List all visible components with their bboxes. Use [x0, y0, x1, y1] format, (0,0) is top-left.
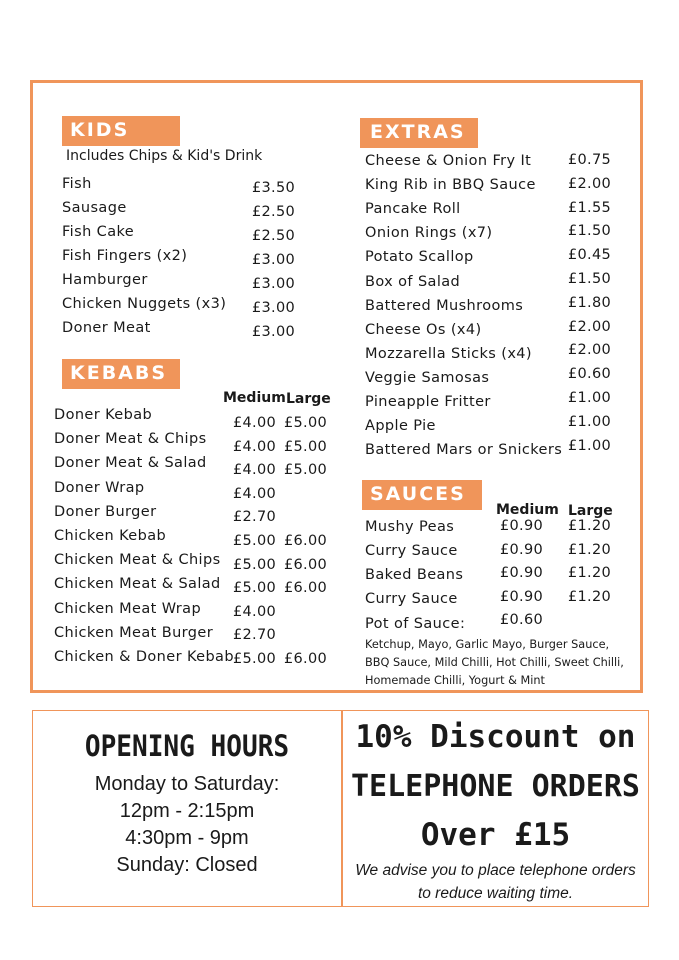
discount-line-2: TELEPHONE ORDERS	[351, 769, 640, 804]
pot-options-line-1: Ketchup, Mayo, Garlic Mayo, Burger Sauce,	[365, 638, 610, 651]
kebab-item-large-price: £6.00	[284, 533, 328, 549]
extras-title: EXTRAS	[370, 121, 466, 143]
kebabs-banner	[62, 359, 180, 389]
opening-hours-title: OPENING HOURS	[84, 729, 290, 763]
kebab-item-name: Chicken Meat Wrap	[54, 600, 202, 617]
extras-item-price: £2.00	[568, 175, 612, 192]
sauce-item-large-price: £1.20	[568, 541, 612, 558]
extras-item-name: Apple Pie	[365, 418, 436, 435]
kebab-item-medium-price: £4.00	[233, 485, 277, 502]
extras-item-name: Mozzarella Sticks (x4)	[365, 345, 532, 362]
extras-item-price: £1.80	[568, 294, 612, 311]
extras-banner	[360, 118, 478, 148]
extras-item-name: King Rib in BBQ Sauce	[365, 177, 536, 194]
kids-item-name: Chicken Nuggets (x3)	[62, 296, 227, 312]
kids-item-price: £3.00	[252, 252, 296, 268]
extras-item-price: £0.45	[568, 247, 612, 264]
kids-item-name: Hamburger	[62, 272, 148, 288]
sauce-item-medium-price: £0.90	[500, 518, 544, 534]
extras-item-price: £1.00	[568, 413, 612, 430]
hours-line-1: Monday to Saturday:	[94, 773, 280, 795]
kebab-item-medium-price: £4.00	[233, 462, 277, 479]
kebab-item-medium-price: £5.00	[233, 533, 277, 549]
kids-item-price: £2.50	[252, 204, 296, 220]
kebab-item-name: Chicken Kebab	[54, 528, 167, 544]
kebab-item-medium-price: £4.00	[233, 603, 277, 620]
kebab-item-name: Chicken Meat Burger	[54, 624, 214, 641]
sauce-item-name: Curry Sauce	[365, 543, 458, 559]
sauce-item-name: Curry Sauce	[365, 591, 458, 607]
advise-line-1: We advise you to place telephone orders	[355, 862, 636, 879]
sauce-item-medium-price: £0.90	[500, 541, 544, 558]
kebabs-medium-header: Medium	[223, 390, 286, 406]
kids-banner	[62, 116, 180, 146]
sauce-item-name: Mushy Peas	[365, 519, 455, 535]
extras-item-price: £2.00	[568, 342, 612, 359]
kebab-item-name: Chicken Meat & Chips	[54, 552, 221, 569]
sauce-item-name: Baked Beans	[365, 567, 464, 583]
pot-options-line-2: BBQ Sauce, Mild Chilli, Hot Chilli, Sweet Chilli,	[365, 656, 624, 669]
kebab-item-large-price: £5.00	[284, 438, 328, 455]
extras-item-name: Pancake Roll	[365, 201, 461, 218]
kebab-item-name: Doner Wrap	[54, 479, 145, 496]
kebab-item-name: Chicken Meat & Salad	[54, 576, 221, 593]
extras-item-price: £1.00	[568, 437, 612, 454]
kebab-item-large-price: £5.00	[284, 462, 328, 479]
sauce-item-large-price: £1.20	[568, 518, 612, 534]
extras-item-name: Onion Rings (x7)	[365, 225, 493, 242]
kids-item-price: £3.00	[252, 300, 296, 316]
extras-item-price: £1.55	[568, 199, 612, 216]
kebab-item-medium-price: £2.70	[233, 509, 277, 526]
kebabs-large-header: Large	[286, 391, 331, 407]
kebabs-title: KEBABS	[70, 362, 168, 384]
extras-item-price: £1.00	[568, 390, 612, 406]
pot-of-sauce-price: £0.60	[500, 612, 544, 628]
sauce-item-medium-price: £0.90	[500, 588, 544, 605]
sauces-banner	[362, 480, 482, 510]
kids-subtitle: Includes Chips & Kid's Drink	[66, 148, 263, 164]
kids-item-price: £3.00	[252, 324, 296, 340]
kebab-item-medium-price: £5.00	[233, 580, 277, 597]
sauce-item-large-price: £1.20	[568, 565, 612, 581]
kebab-item-medium-price: £4.00	[233, 438, 277, 455]
extras-item-name: Cheese Os (x4)	[365, 321, 482, 338]
pot-of-sauce-label: Pot of Sauce:	[365, 616, 466, 632]
extras-item-price: £1.50	[568, 271, 612, 287]
extras-item-name: Cheese & Onion Fry It	[365, 153, 532, 169]
kids-item-name: Fish	[62, 176, 92, 192]
hours-line-2: 12pm - 2:15pm	[119, 800, 255, 822]
kids-item-name: Fish Fingers (x2)	[62, 248, 188, 264]
extras-item-name: Box of Salad	[365, 273, 461, 290]
kebab-item-medium-price: £5.00	[233, 556, 277, 573]
kids-item-price: £2.50	[252, 228, 296, 244]
kebab-item-medium-price: £4.00	[233, 415, 277, 431]
discount-line-1: 10% Discount on	[355, 719, 636, 755]
kebab-item-name: Chicken & Doner Kebab	[54, 649, 234, 665]
extras-item-name: Veggie Samosas	[365, 369, 490, 386]
kebab-item-medium-price: £5.00	[233, 651, 277, 667]
kids-item-name: Sausage	[62, 200, 127, 216]
extras-item-price: £0.75	[568, 152, 612, 168]
kebab-item-medium-price: £2.70	[233, 627, 277, 644]
discount-line-3: Over £15	[420, 817, 571, 853]
kids-item-name: Fish Cake	[62, 224, 135, 240]
extras-item-name: Battered Mars or Snickers	[365, 442, 563, 459]
kebab-item-name: Doner Burger	[54, 503, 157, 520]
extras-item-name: Battered Mushrooms	[365, 297, 524, 314]
extras-item-price: £2.00	[568, 318, 612, 335]
kids-item-price: £3.50	[252, 180, 296, 196]
discount-box	[342, 710, 649, 907]
hours-line-3: 4:30pm - 9pm	[125, 827, 249, 849]
extras-item-name: Potato Scallop	[365, 249, 474, 266]
kebab-item-large-price: £5.00	[284, 415, 328, 431]
extras-item-name: Pineapple Fritter	[365, 394, 491, 410]
sauce-item-medium-price: £0.90	[500, 565, 544, 581]
advise-line-2: to reduce waiting time.	[417, 885, 574, 902]
pot-options-line-3: Homemade Chilli, Yogurt & Mint	[365, 674, 545, 687]
kids-title: KIDS	[70, 119, 130, 141]
kebab-item-large-price: £6.00	[284, 580, 328, 597]
kebab-item-name: Doner Meat & Chips	[54, 431, 207, 448]
extras-item-price: £0.60	[568, 366, 612, 383]
sauces-large-header: Large	[568, 503, 613, 519]
sauces-title: SAUCES	[370, 483, 466, 505]
kebab-item-name: Doner Kebab	[54, 407, 153, 423]
sauces-medium-header: Medium	[496, 502, 559, 518]
kebab-item-name: Doner Meat & Salad	[54, 455, 207, 472]
kebab-item-large-price: £6.00	[284, 556, 328, 573]
hours-line-4: Sunday: Closed	[116, 854, 258, 876]
kids-item-name: Doner Meat	[62, 320, 151, 336]
extras-item-price: £1.50	[568, 223, 612, 240]
sauce-item-large-price: £1.20	[568, 588, 612, 605]
kids-item-price: £3.00	[252, 276, 296, 292]
kebab-item-large-price: £6.00	[284, 651, 328, 667]
opening-hours-box	[32, 710, 342, 907]
